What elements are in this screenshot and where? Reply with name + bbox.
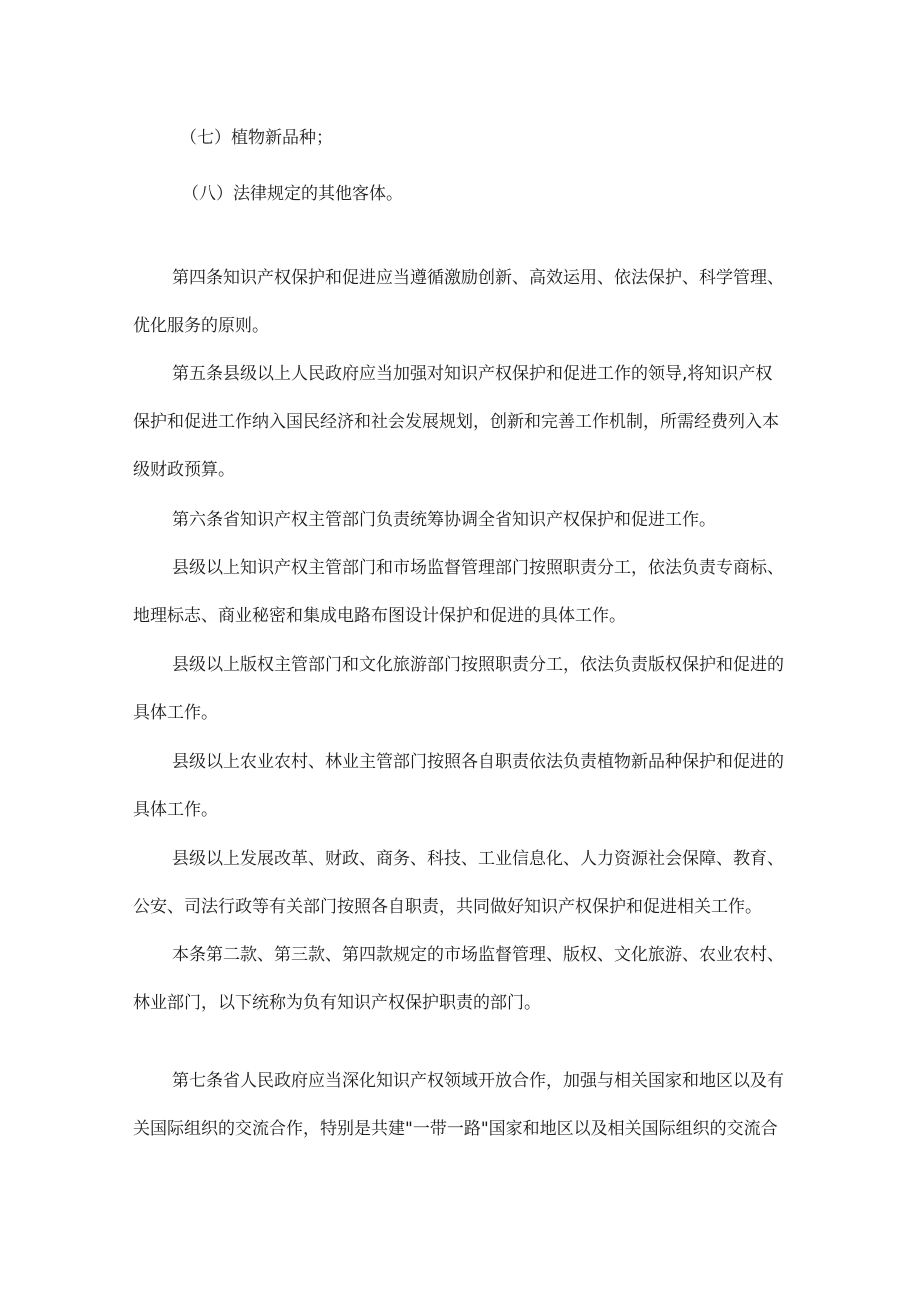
- article-6-para-3-line-1: 县级以上版权主管部门和文化旅游部门按照职责分工，依法负责版权保护和促进的: [172, 655, 784, 675]
- article-4-line-2: 优化服务的原则。: [133, 316, 269, 336]
- article-7-line-2: 关国际组织的交流合作，特别是共建"一带一路"国家和地区以及相关国际组织的交流合: [133, 1119, 778, 1139]
- article-6-para-1: 第六条省知识产权主管部门负责统筹协调全省知识产权保护和促进工作。: [172, 510, 716, 530]
- article-6-para-4-line-1: 县级以上农业农村、林业主管部门按照各自职责依法负责植物新品种保护和促进的: [172, 752, 784, 772]
- item-eight: （八）法律规定的其他客体。: [182, 184, 403, 204]
- item-seven: （七）植物新品种；: [180, 128, 333, 148]
- article-5-line-2: 保护和促进工作纳入国民经济和社会发展规划，创新和完善工作机制，所需经费列入本: [133, 412, 779, 432]
- article-6-para-4-line-2: 具体工作。: [133, 800, 218, 820]
- article-6-para-2-line-1: 县级以上知识产权主管部门和市场监督管理部门按照职责分工，依法负责专商标、: [172, 558, 784, 578]
- article-7-line-1: 第七条省人民政府应当深化知识产权领域开放合作，加强与相关国家和地区以及有: [172, 1071, 784, 1091]
- article-6-para-6-line-2: 林业部门，以下统称为负有知识产权保护职责的部门。: [133, 993, 541, 1013]
- article-5-line-1: 第五条县级以上人民政府应当加强对知识产权保护和促进工作的领导,将知识产权: [172, 364, 773, 384]
- article-6-para-5-line-2: 公安、司法行政等有关部门按照各自职责，共同做好知识产权保护和促进相关工作。: [133, 897, 762, 917]
- article-4-line-1: 第四条知识产权保护和促进应当遵循激励创新、高效运用、依法保护、科学管理、: [172, 268, 784, 288]
- article-6-para-2-line-2: 地理标志、商业秘密和集成电路布图设计保护和促进的具体工作。: [133, 606, 626, 626]
- article-6-para-6-line-1: 本条第二款、第三款、第四款规定的市场监督管理、版权、文化旅游、农业农村、: [172, 945, 784, 965]
- article-5-line-3: 级财政预算。: [133, 460, 235, 480]
- article-6-para-3-line-2: 具体工作。: [133, 703, 218, 723]
- article-6-para-5-line-1: 县级以上发展改革、财政、商务、科技、工业信息化、人力资源社会保障、教育、: [172, 849, 784, 869]
